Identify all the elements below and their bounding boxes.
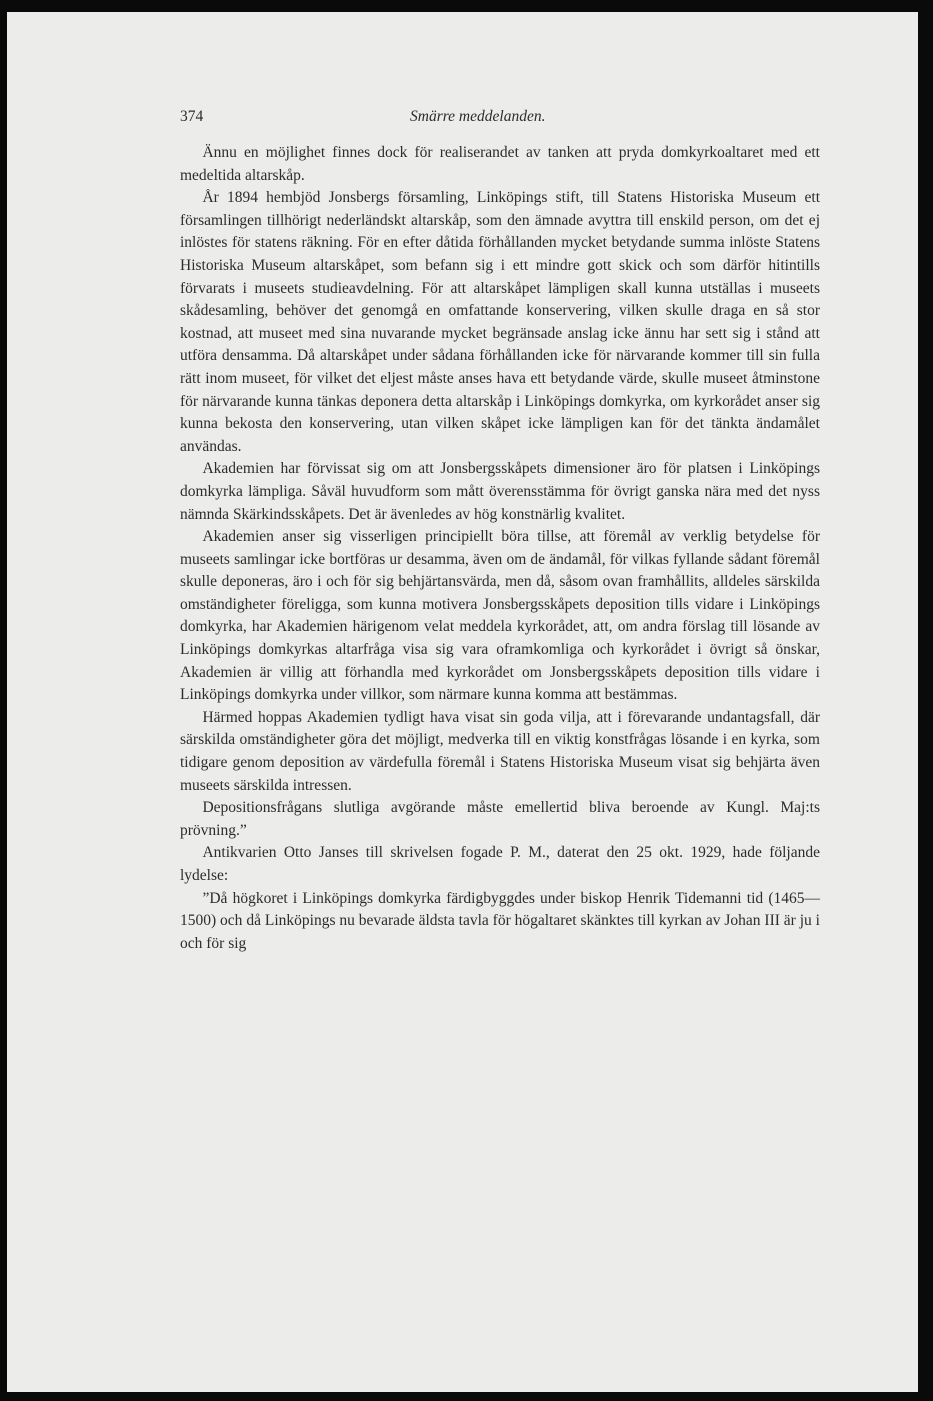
- scanned-page: [7, 12, 918, 1392]
- paragraph-6: Depositionsfrågans slutliga avgörande måste emellertid bliva beroende av Kungl. Maj:ts prövning.”: [180, 799, 820, 839]
- page-number: 374: [180, 108, 204, 125]
- paragraph-7: Antikvarien Otto Janses till skrivelsen fogade P. M., daterat den 25 okt. 1929, hade följande lydelse:: [180, 844, 820, 884]
- paragraph-8: ”Då högkoret i Linköpings domkyrka färdigbyggdes under biskop Henrik Tidemanni tid (1465—1500) och då Linköpings nu bevarade äldsta tavla för högaltaret skänktes till kyrkan av Johan III är ju i och för sig: [180, 889, 820, 952]
- paragraph-2: År 1894 hembjöd Jonsbergs församling, Linköpings stift, till Statens Historiska Museum ett församlingen tillhörigt nederländskt altarskåp, som den ämnade avyttra till enskild person, om det ej inlöstes för statens räkning. För en efter dåtida förhållanden mycket betydande summa inlöste Statens Historiska Museum altarskåpet, som befann sig i ett mindre gott skick och som därför hitintills förvarats i museets studieavdelning. För att altarskåpet lämpligen skall kunna utställas i museets skådesamling, behöver det genomgå en omfattande konservering, vilken skulle draga en så stor kostnad, att museet med sina nuvarande mycket begränsade anslag icke ännu har sett sig i stånd att utföra densamma. Då altarskåpet under sådana förhållanden icke för närvarande kommer till sin fulla rätt inom museet, för vilket det eljest måste anses hava ett betydande värde, skulle museet åtminstone för närvarande kunna tänkas deponera detta altarskåp i Linköpings domkyrka, om kyrkorådet anser sig kunna bekosta den konservering, utan vilken skåpet icke lämpligen kan för det tänkta ändamålet användas.: [180, 189, 820, 455]
- running-title: Smärre meddelanden.: [410, 108, 546, 125]
- paragraph-3: Akademien har förvissat sig om att Jonsbergsskåpets dimensioner äro för platsen i Linköpings domkyrka lämpliga. Såväl huvudform som mått överensstämma för övrigt ganska nära med det nyss nämnda Skärkindsskåpets. Det är ävenledes av hög konstnärlig kvalitet.: [180, 460, 820, 523]
- paragraph-1: Ännu en möjlighet finnes dock för realiserandet av tanken att pryda domkyrkoaltaret med ett medeltida altarskåp.: [180, 144, 820, 184]
- page-content: [180, 108, 820, 955]
- paragraph-4: Akademien anser sig visserligen principiellt böra tillse, att föremål av verklig betydelse för museets samlingar icke bortföras ur desamma, även om de ändamål, för vilkas fyllande sådant föremål skulle deponeras, äro i och för sig behjärtansvärda, men då, såsom ovan framhållits, alldeles särskilda omständigheter föreligga, som kunna motivera Jonsbergsskåpets deposition tills vidare i Linköpings domkyrka, har Akademien härigenom velat meddela kyrkorådet, att, om andra förslag till lösande av Linköpings domkyrkas altarfråga visa sig vara oframkomliga och kyrkorådet i övrigt så önskar, Akademien är villig att förhandla med kyrkorådet om Jonsbergsskåpets deposition tills vidare i Linköpings domkyrka under villkor, som närmare kunna komma att bestämmas.: [180, 528, 820, 704]
- page-header: [180, 108, 820, 136]
- paragraph-5: Härmed hoppas Akademien tydligt hava visat sin goda vilja, att i förevarande undantagsfall, där särskilda omständigheter göra det möjligt, medverka till en viktig konstfrågas lösande i en kyrka, som tidigare genom deposition av värdefulla föremål i Statens Historiska Museum visat sig behjärta även museets särskilda intressen.: [180, 708, 820, 794]
- body-text: [180, 142, 820, 955]
